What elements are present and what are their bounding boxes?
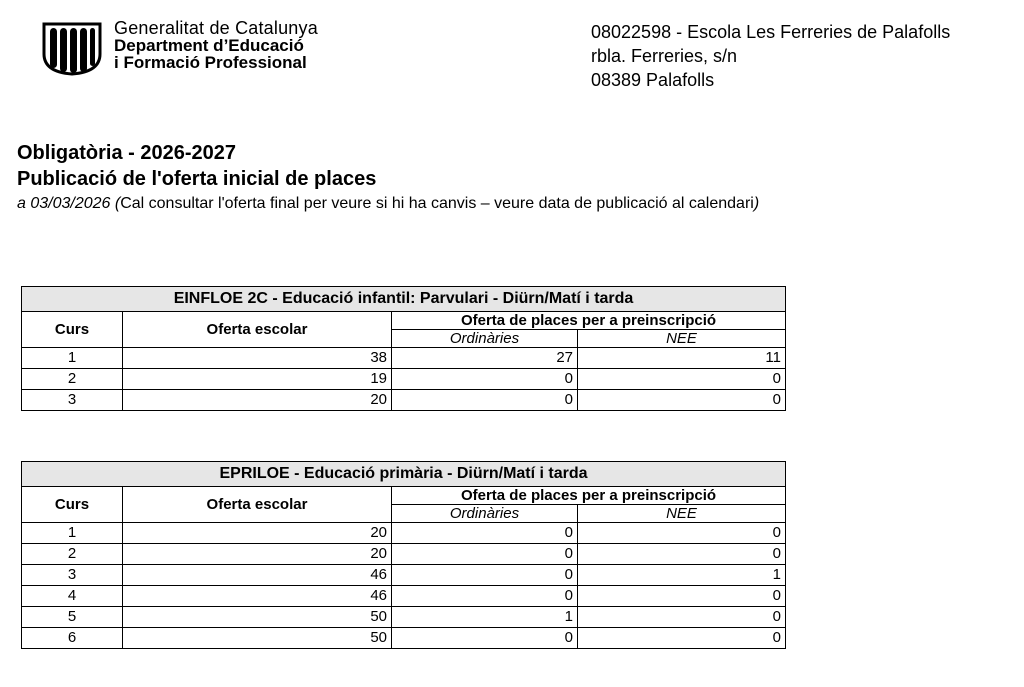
cell-curs: 6 — [22, 628, 123, 649]
school-street: rbla. Ferreries, s/n — [591, 46, 738, 66]
cell-oferta: 46 — [123, 586, 392, 607]
cell-ordinaries: 0 — [392, 586, 578, 607]
cell-curs: 2 — [22, 544, 123, 565]
school-city: 08389 Palafolls — [591, 70, 715, 90]
cell-ordinaries: 0 — [392, 369, 578, 390]
publication-note: Cal consultar l'oferta final per veure si hi ha canvis – veure data de publicació al calendari — [120, 195, 754, 212]
cell-oferta: 46 — [123, 565, 392, 586]
cell-oferta: 20 — [123, 390, 392, 411]
cell-curs: 4 — [22, 586, 123, 607]
cell-nee: 0 — [578, 628, 786, 649]
table-row — [22, 544, 786, 565]
logo-line-1: Generalitat de Catalunya — [114, 18, 318, 38]
publication-date-prefix: a 03/03/2026 ( — [17, 195, 121, 212]
page-title: Obligatòria - 2026-2027 — [17, 142, 236, 164]
cell-ordinaries: 0 — [392, 565, 578, 586]
col-header-nee: NEE — [578, 330, 786, 348]
col-header-nee: NEE — [578, 505, 786, 523]
col-header-curs: Curs — [22, 487, 123, 523]
cell-curs: 2 — [22, 369, 123, 390]
cell-curs: 1 — [22, 523, 123, 544]
cell-oferta: 20 — [123, 523, 392, 544]
cell-nee: 1 — [578, 565, 786, 586]
table-row — [22, 523, 786, 544]
table-row — [22, 565, 786, 586]
cell-oferta: 20 — [123, 544, 392, 565]
col-header-oferta-places: Oferta de places per a preinscripció — [392, 487, 786, 505]
table-row — [22, 348, 786, 369]
cell-ordinaries: 27 — [392, 348, 578, 369]
col-header-ordinaries: Ordinàries — [392, 330, 578, 348]
offer-table-infantil — [21, 286, 786, 411]
cell-curs: 5 — [22, 607, 123, 628]
publication-date — [17, 193, 759, 215]
cell-nee: 0 — [578, 607, 786, 628]
cell-oferta: 38 — [123, 348, 392, 369]
cell-nee: 0 — [578, 544, 786, 565]
col-header-curs: Curs — [22, 312, 123, 348]
table-title: EINFLOE 2C - Educació infantil: Parvulari - Diürn/Matí i tarda — [22, 287, 786, 312]
publication-date-suffix: ) — [753, 195, 760, 212]
logo-line-3: i Formació Professional — [114, 53, 307, 72]
cell-curs: 1 — [22, 348, 123, 369]
cell-oferta: 50 — [123, 628, 392, 649]
cell-curs: 3 — [22, 390, 123, 411]
offer-table-primaria — [21, 461, 786, 649]
table-title: EPRILOE - Educació primària - Diürn/Matí i tarda — [22, 462, 786, 487]
cell-ordinaries: 0 — [392, 523, 578, 544]
cell-nee: 0 — [578, 586, 786, 607]
table-row — [22, 628, 786, 649]
generalitat-emblem-icon — [38, 20, 106, 76]
cell-oferta: 19 — [123, 369, 392, 390]
col-header-oferta-escolar: Oferta escolar — [123, 487, 392, 523]
cell-nee: 0 — [578, 369, 786, 390]
page-subtitle: Publicació de l'oferta inicial de places — [17, 168, 377, 190]
school-code-name: 08022598 - Escola Les Ferreries de Palafolls — [591, 22, 951, 42]
col-header-oferta-escolar: Oferta escolar — [123, 312, 392, 348]
cell-curs: 3 — [22, 565, 123, 586]
cell-oferta: 50 — [123, 607, 392, 628]
cell-ordinaries: 0 — [392, 390, 578, 411]
cell-nee: 0 — [578, 523, 786, 544]
table-row — [22, 390, 786, 411]
col-header-ordinaries: Ordinàries — [392, 505, 578, 523]
school-address — [591, 20, 950, 92]
cell-nee: 0 — [578, 390, 786, 411]
col-header-oferta-places: Oferta de places per a preinscripció — [392, 312, 786, 330]
cell-nee: 11 — [578, 348, 786, 369]
logo-line-2: Department d’Educació — [114, 36, 304, 55]
table-row — [22, 607, 786, 628]
page-heading — [17, 140, 759, 215]
generalitat-logo — [38, 20, 318, 76]
cell-ordinaries: 0 — [392, 544, 578, 565]
table-row — [22, 586, 786, 607]
cell-ordinaries: 0 — [392, 628, 578, 649]
table-row — [22, 369, 786, 390]
cell-ordinaries: 1 — [392, 607, 578, 628]
